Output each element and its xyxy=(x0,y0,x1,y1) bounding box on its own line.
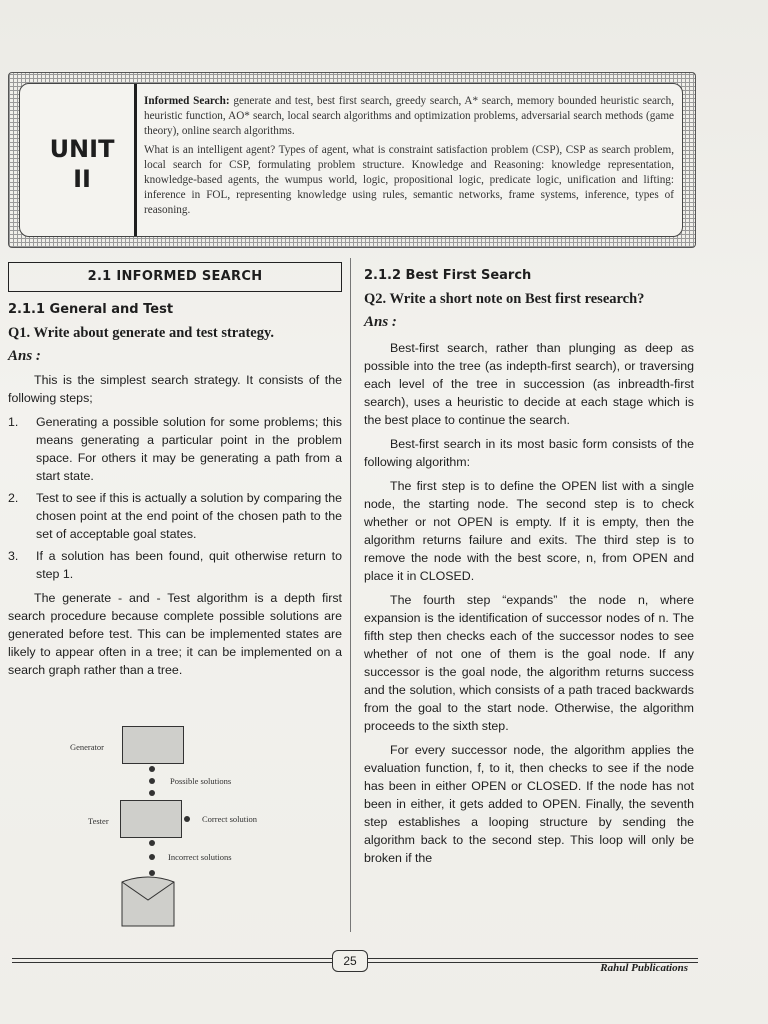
list-item xyxy=(8,489,342,543)
paragraph: Best-first search in its most basic form consists of the following algorithm: xyxy=(364,437,694,469)
possible-solutions-label: Possible solutions xyxy=(170,776,232,786)
connector-dot xyxy=(184,816,190,822)
connector-dot xyxy=(149,790,155,796)
correct-solution-label: Correct solution xyxy=(202,814,258,824)
subsection-heading: 2.1.1 General and Test xyxy=(8,302,174,317)
paragraph: For every successor node, the algorithm applies the evaluation function, f, to it, then checks to see if the node has been in either OPEN or CLOSED. If the node has not been in either, it gets added to OPEN. Finally, the seventh step establishes a looping structure by sending the algorithm back to the second step. This loop will only be broken if the xyxy=(364,743,694,865)
paragraph: The first step is to define the OPEN list with a single node, the starting node. The second step is to check whether or not OPEN is empty. If it is empty, then the algorithm returns failure and exits. The third step is to remove the node with the best score, n, from OPEN and place it in CLOSED. xyxy=(364,479,694,583)
answer-label-2: Ans : xyxy=(364,314,397,330)
closing-paragraph: The generate - and - Test algorithm is a depth first search procedure because complete possible solutions are generated before test. This can be implemented states are likely to appear often in a tree; it can be implemented on a search graph rather than a tree. xyxy=(8,591,342,677)
step-text: Test to see if this is actually a solution by comparing the chosen point at the end point of the chosen path to the set of acceptable goal states. xyxy=(36,491,342,541)
connector-dot xyxy=(149,778,155,784)
list-item xyxy=(8,413,342,485)
tester-label: Tester xyxy=(88,816,109,826)
right-column xyxy=(364,268,694,867)
subsection-heading-2: 2.1.2 Best First Search xyxy=(364,268,532,283)
connector-dot xyxy=(149,840,155,846)
connector-dot xyxy=(149,766,155,772)
unit-separator xyxy=(134,84,137,236)
step-number: 1. xyxy=(8,415,19,429)
publisher-name: Rahul Publications xyxy=(600,962,688,974)
connector-dot xyxy=(149,854,155,860)
syllabus-para-1 xyxy=(144,94,674,139)
unit-label xyxy=(32,134,132,194)
incorrect-solutions-label: Incorrect solutions xyxy=(168,852,232,862)
intro-paragraph: This is the simplest search strategy. It consists of the following steps; xyxy=(8,373,342,405)
list-item xyxy=(8,547,342,583)
column-divider xyxy=(350,258,351,932)
paragraph: The fourth step “expands” the node n, where expansion is the identification of successor nodes of n. The fifth step then checks each of the successor nodes to see whether of not one of them is the goal node. If any successor is the goal node, the algorithm returns success and the solution, which consists of a path traced backwards from the goal to the start node. Otherwise, the algorithm proceeds to the sixth step. xyxy=(364,593,694,733)
unit-number: II xyxy=(73,165,91,193)
unit-syllabus-text xyxy=(144,94,674,222)
left-column xyxy=(8,262,342,679)
syllabus-para-2: What is an intelligent agent? Types of agent, what is constraint satisfaction problem (CSP), CSP as search problem, local search for CSP, formulating problem structure. Knowledge and Reasoning: knowledge representation, knowledge-based agents, the wumpus world, logic, propositional logic, predicate logic, unification and lifting: inference in FOL, representing knowledge using rules, semantic networks, frame systems, inference, types of reasoning. xyxy=(144,144,674,216)
step-text: Generating a possible solution for some problems; this means generating a particular point in the problem space. For others it may be generating a path from a start state. xyxy=(36,415,342,483)
paragraph: Best-first search, rather than plunging as deep as possible into the tree (as indepth-first search), or traversing each level of the tree in succession (as inbreadth-first search), uses a heuristic to decide at each stage which is the best place to continue the search. xyxy=(364,341,694,427)
unit-syllabus-box xyxy=(8,72,696,248)
step-number: 2. xyxy=(8,491,19,505)
section-title: 2.1 INFORMED SEARCH xyxy=(8,262,342,292)
question-1: Q1. Write about generate and test strategy. xyxy=(8,325,275,341)
generator-box xyxy=(122,726,184,764)
unit-inner-panel xyxy=(19,83,683,237)
tester-box xyxy=(120,800,182,838)
step-text: If a solution has been found, quit otherwise return to step 1. xyxy=(36,549,342,581)
return-loop-shape xyxy=(118,874,178,930)
answer-label-1: Ans : xyxy=(8,348,41,364)
syllabus-para-1-text: generate and test, best first search, greedy search, A* search, memory bounded heuristic search, heuristic function, AO* search, local search algorithms and optimization problems, adversarial search methods (game theory), online search algorithms. xyxy=(144,95,674,137)
generate-test-diagram xyxy=(70,722,290,932)
question-2: Q2. Write a short note on Best first research? xyxy=(364,291,645,307)
step-number: 3. xyxy=(8,549,19,563)
steps-list xyxy=(8,413,342,583)
syllabus-lead: Informed Search: xyxy=(144,95,230,107)
page-number: 25 xyxy=(332,950,368,972)
generator-label: Generator xyxy=(70,742,104,752)
unit-word: UNIT xyxy=(49,135,115,163)
